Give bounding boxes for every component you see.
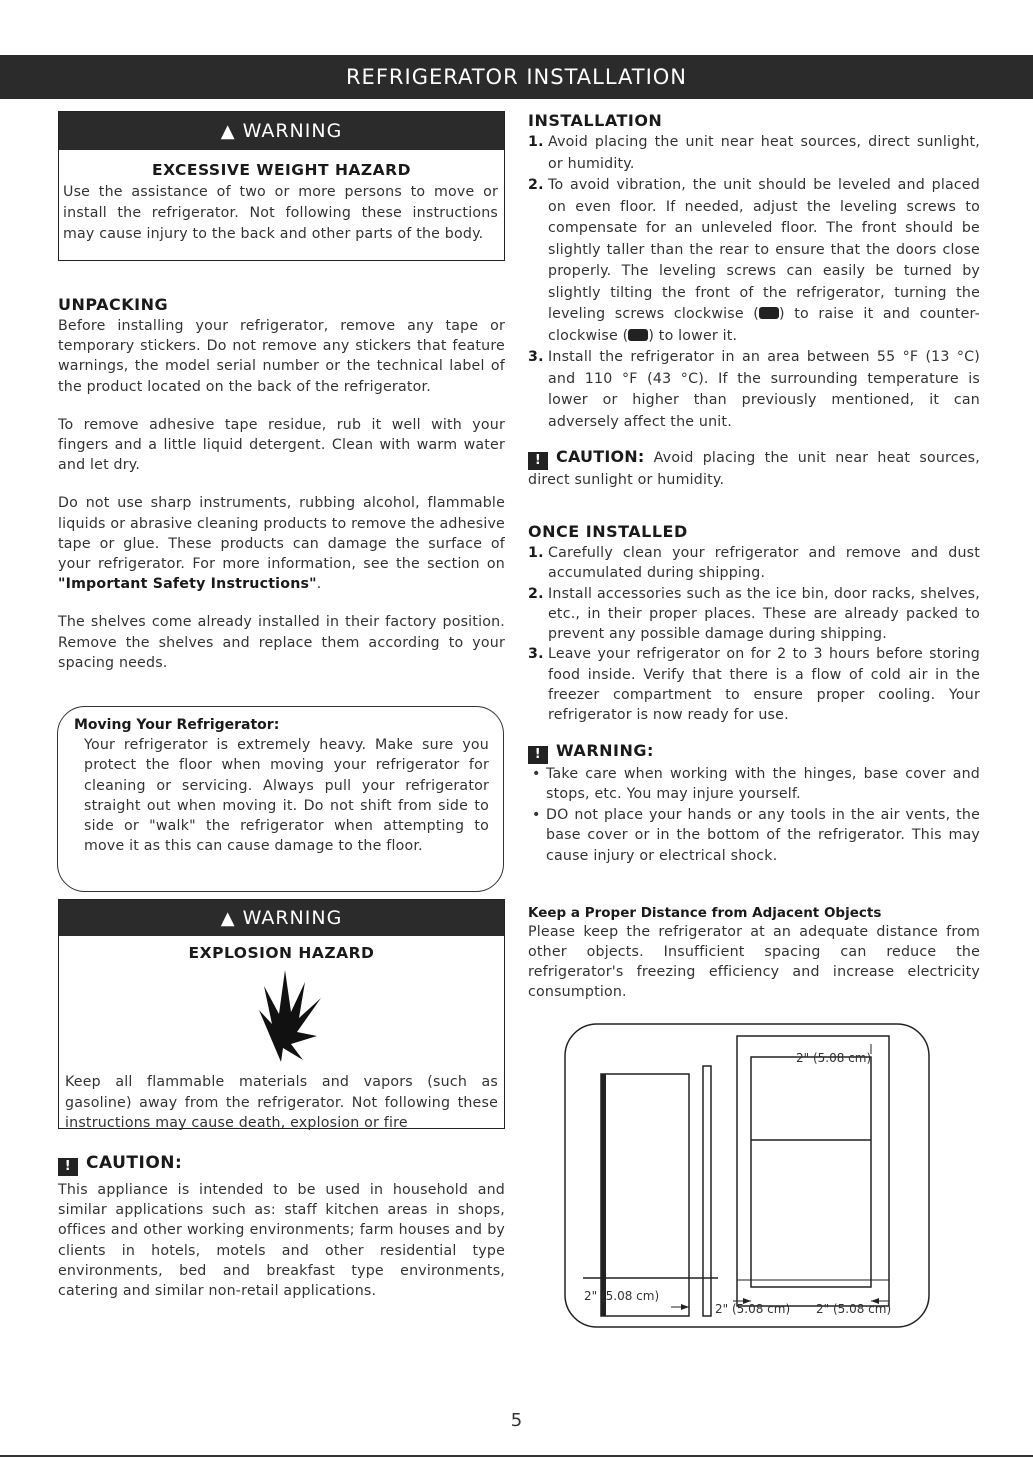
item-number: 3. [528, 349, 544, 365]
warning-triangle-icon: ▲ [220, 121, 236, 142]
dimension-label-right: 2" (5.08 cm) [816, 1302, 892, 1316]
warning-label: WARNING [242, 907, 343, 929]
once-warning-heading [528, 740, 980, 764]
warning-text: Keep all flammable materials and vapors (such as gasoline) away from the refrigerator. Not following these instructions may cause death, explosion or fire [65, 1074, 498, 1131]
installation-list [528, 132, 980, 433]
warning-text: Use the assistance of two or more persons to move or install the refrigerator. Not following these instructions may cause injury to the back and other parts of the body. [63, 184, 498, 242]
unpacking-paragraph: The shelves come already installed in their factory position. Remove the shelves and replace them according to your spacing needs. [58, 614, 505, 671]
text-span: Do not use sharp instruments, rubbing alcohol, flammable liquids or abrasive cleaning products to remove the adhesive tape or glue. These products can damage the surface of your refrigerator. For more information, see the section on [58, 495, 505, 573]
clearance-diagram [553, 1022, 933, 1332]
moving-title: Moving Your Refrigerator: [74, 717, 280, 733]
caution-icon: ! [528, 452, 548, 470]
warning-label: WARNING [242, 120, 343, 142]
warning-icon: ! [528, 746, 548, 764]
warning-bar [59, 112, 504, 150]
caution-label: CAUTION: [86, 1153, 183, 1173]
hazard-title: EXCESSIVE WEIGHT HAZARD [152, 161, 411, 179]
item-text: Install accessories such as the ice bin, door racks, shelves, etc., in their proper places. These are already packed to prevent any possible damage during shipping. [548, 585, 980, 643]
distance-heading: Keep a Proper Distance from Adjacent Objects [528, 905, 882, 921]
dimension-label-left: 2" (5.08 cm) [584, 1289, 660, 1303]
dimension-label-top: 2" (5.08 cm) [796, 1051, 872, 1065]
installation-section [528, 110, 980, 490]
counter-clockwise-icon [628, 329, 648, 341]
distance-text: Please keep the refrigerator at an adequate distance from other objects. Insufficient spacing can reduce the refrigerator's freezing efficiency and increase electricity consumption. [528, 924, 980, 1000]
caution-heading [58, 1152, 505, 1176]
item-number: 2. [528, 177, 544, 193]
unpacking-paragraph: To remove adhesive tape residue, rub it well with your fingers and a little liquid detergent. Clean with warm water and let dry. [58, 416, 505, 474]
unpacking-paragraph: Before installing your refrigerator, remove any tape or temporary stickers. Do not remove any stickers that feature warnings, the model serial number or the technical label of the product located on the back of the refrigerator. [58, 318, 505, 395]
caution-label: CAUTION: [556, 447, 645, 466]
item-text: Install the refrigerator in an area between 55 °F (13 °C) and 110 °F (43 °C). If the surrounding temperature is lower or higher than previously mentioned, it can adversely affect the unit. [548, 349, 980, 430]
list-item [528, 132, 980, 175]
warning-box-explosion [58, 899, 505, 1129]
item-number: 3. [528, 646, 544, 663]
list-item: • DO not place your hands or any tools in the air vents, the base cover or in the bottom of the refrigerator. This may cause injury or electrical shock. [528, 805, 980, 867]
dimension-label-mid: 2" (5.08 cm) [715, 1302, 791, 1316]
list-item [528, 347, 980, 433]
hazard-title: EXPLOSION HAZARD [188, 944, 375, 962]
moving-note-box [57, 706, 504, 892]
installation-caution [528, 447, 980, 490]
warning-triangle-icon: ▲ [220, 908, 236, 929]
clockwise-icon [759, 307, 779, 319]
caution-text: This appliance is intended to be used in household and similar applications such as: staff kitchen areas in shops, offices and other working environments; farm houses and by clients in hotels, motels and other residential type environments, bed and breakfast type environments, catering and similar non-retail applications. [58, 1182, 505, 1300]
unpacking-section [58, 294, 505, 673]
item-text: Avoid placing the unit near heat sources, direct sunlight, or humidity. [548, 134, 980, 172]
list-item [528, 584, 980, 645]
unpacking-heading: UNPACKING [58, 295, 169, 314]
list-item [528, 644, 980, 725]
warning-box-weight [58, 111, 505, 261]
item-text: ) to lower it. [648, 327, 738, 344]
footer-rule [0, 1455, 1033, 1457]
installation-heading: INSTALLATION [528, 111, 663, 130]
unpacking-paragraph [58, 493, 505, 594]
item-number: 2. [528, 585, 544, 602]
once-installed-list [528, 543, 980, 726]
caution-section [58, 1152, 505, 1301]
caution-line [528, 447, 980, 490]
item-text: Leave your refrigerator on for 2 to 3 hours before storing food inside. Verify that there is a flow of cold air in the freezer compartment to ensure proper cooling. Your refrigerator is now ready for use. [548, 646, 980, 724]
once-installed-section [528, 521, 980, 866]
caution-icon: ! [58, 1158, 78, 1176]
once-installed-heading: ONCE INSTALLED [528, 522, 688, 541]
item-text: Carefully clean your refrigerator and remove and dust accumulated during shipping. [548, 545, 980, 582]
explosion-icon [59, 962, 504, 1072]
item-number: 1. [528, 134, 544, 150]
item-text: ) to raise it and counter-clockwise ( [548, 306, 980, 344]
list-item [528, 543, 980, 584]
warning-bar [59, 900, 504, 936]
list-item: • Take care when working with the hinges, base cover and stops, etc. You may injure yourself. [528, 764, 980, 805]
page-banner: REFRIGERATOR INSTALLATION [0, 55, 1033, 99]
caution-text: Avoid placing the unit near heat sources, direct sunlight or humidity. [528, 450, 980, 488]
page-number: 5 [510, 1410, 523, 1431]
safety-link-text: "Important Safety Instructions" [58, 576, 317, 593]
list-item [528, 175, 980, 347]
item-number: 1. [528, 545, 544, 561]
item-text: To avoid vibration, the unit should be leveled and placed on even floor. If needed, adjust the leveling screws to compensate for an unleveled floor. The front should be slightly taller than the rear to ensure that the doors close properly. The leveling screws can easily be turned by slightly tilting the front of the refrigerator, turning the leveling screws clockwise ( [548, 177, 980, 322]
text-span: . [316, 576, 322, 593]
warning-label: WARNING: [556, 740, 654, 760]
warning-bullets [528, 764, 980, 867]
distance-section [528, 904, 980, 1002]
moving-text: Your refrigerator is extremely heavy. Make sure you protect the floor when moving your refrigerator for cleaning or servicing. Always pull your refrigerator straight out when moving it. Do not shift from side to side or "walk" the refrigerator when attempting to move it as this can cause damage to the floor. [84, 737, 489, 855]
